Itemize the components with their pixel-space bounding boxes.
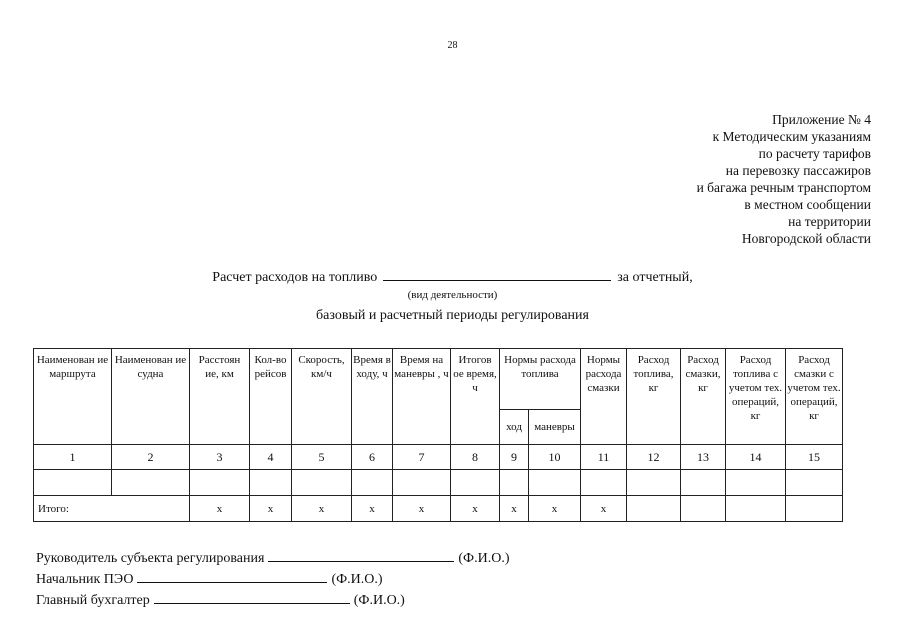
header-maneuver-time: Время на маневры , ч [393, 349, 451, 445]
document-subtitle: базовый и расчетный периоды регулирования [316, 308, 589, 323]
total-mark: х [451, 496, 500, 522]
header-trips-count: Кол-во рейсов [250, 349, 292, 445]
signature-fio: (Ф.И.О.) [353, 593, 405, 608]
signature-chief-accountant [36, 591, 405, 609]
total-mark: х [190, 496, 250, 522]
column-number: 14 [726, 445, 786, 470]
empty-cell [581, 470, 627, 496]
column-number: 1 [34, 445, 112, 470]
empty-cell [529, 470, 581, 496]
page-number: 28 [447, 40, 458, 51]
column-number: 4 [250, 445, 292, 470]
empty-cell [726, 470, 786, 496]
total-mark [726, 496, 786, 522]
header-speed: Скорость, км/ч [292, 349, 352, 445]
total-mark [627, 496, 681, 522]
appendix-line: в местном сообщении [744, 197, 871, 212]
signature-line [154, 591, 350, 604]
total-mark: х [250, 496, 292, 522]
column-number: 12 [627, 445, 681, 470]
header-lubricant-consumption: Расход смазки, кг [681, 349, 726, 445]
appendix-line: и багажа речным транспортом [696, 180, 871, 195]
signature-line [268, 549, 454, 562]
header-route-name: Наименован ие маршрута [34, 349, 112, 445]
header-total-time: Итогов ое время, ч [451, 349, 500, 445]
column-numbers-row [34, 445, 843, 470]
document-title [0, 268, 905, 286]
title-suffix: за отчетный, [617, 270, 693, 285]
empty-cell [292, 470, 352, 496]
empty-cell [352, 470, 393, 496]
column-number: 6 [352, 445, 393, 470]
empty-cell [112, 470, 190, 496]
header-lubricant-tech-ops: Расход смазки с учетом тех. операций, кг [786, 349, 843, 445]
appendix-line: Новгородской области [741, 231, 871, 246]
total-mark: х [352, 496, 393, 522]
title-text: Расчет расходов на топливо [212, 270, 378, 285]
activity-type-blank [383, 268, 611, 281]
column-number: 5 [292, 445, 352, 470]
header-fuel-tech-ops: Расход топлива с учетом тех. операций, кг [726, 349, 786, 445]
column-number: 3 [190, 445, 250, 470]
column-number: 2 [112, 445, 190, 470]
header-running-time: Время в ходу, ч [352, 349, 393, 445]
subheader-maneuvers: маневры [529, 410, 581, 445]
column-number: 11 [581, 445, 627, 470]
total-label: Итого: [34, 496, 190, 522]
empty-cell [451, 470, 500, 496]
empty-cell [190, 470, 250, 496]
appendix-line: на территории [788, 214, 871, 229]
appendix-line: по расчету тарифов [758, 146, 871, 161]
empty-cell [627, 470, 681, 496]
header-fuel-consumption: Расход топлива, кг [627, 349, 681, 445]
total-mark: х [581, 496, 627, 522]
signature-peo-head [36, 570, 383, 588]
total-mark: х [393, 496, 451, 522]
activity-type-caption: (вид деятельности) [407, 289, 498, 301]
header-distance: Расстоян ие, км [190, 349, 250, 445]
empty-cell [34, 470, 112, 496]
header-lubricant-norms: Нормы расхода смазки [581, 349, 627, 445]
signature-head [36, 549, 510, 567]
empty-cell [500, 470, 529, 496]
header-vessel-name: Наименован ие судна [112, 349, 190, 445]
total-mark [681, 496, 726, 522]
column-number: 9 [500, 445, 529, 470]
empty-cell [786, 470, 843, 496]
empty-cell [393, 470, 451, 496]
appendix-line: Приложение № 4 [772, 112, 871, 127]
column-number: 13 [681, 445, 726, 470]
total-row [34, 496, 843, 522]
appendix-line: к Методическим указаниям [712, 129, 871, 144]
signature-role: Руководитель субъекта регулирования [36, 551, 265, 566]
subheader-running: ход [500, 410, 529, 445]
total-mark [786, 496, 843, 522]
appendix-note [697, 111, 871, 247]
data-row [34, 470, 843, 496]
signature-fio: (Ф.И.О.) [458, 551, 510, 566]
signature-line [137, 570, 327, 583]
total-mark: х [292, 496, 352, 522]
empty-cell [681, 470, 726, 496]
total-mark: х [529, 496, 581, 522]
header-fuel-norms: Нормы расхода топлива [500, 349, 581, 410]
signature-fio: (Ф.И.О.) [331, 572, 383, 587]
column-number: 8 [451, 445, 500, 470]
column-number: 15 [786, 445, 843, 470]
total-mark: х [500, 496, 529, 522]
column-number: 7 [393, 445, 451, 470]
fuel-expense-table [33, 348, 843, 522]
appendix-line: на перевозку пассажиров [725, 163, 871, 178]
signature-role: Главный бухгалтер [36, 593, 150, 608]
column-number: 10 [529, 445, 581, 470]
empty-cell [250, 470, 292, 496]
signature-role: Начальник ПЭО [36, 572, 134, 587]
